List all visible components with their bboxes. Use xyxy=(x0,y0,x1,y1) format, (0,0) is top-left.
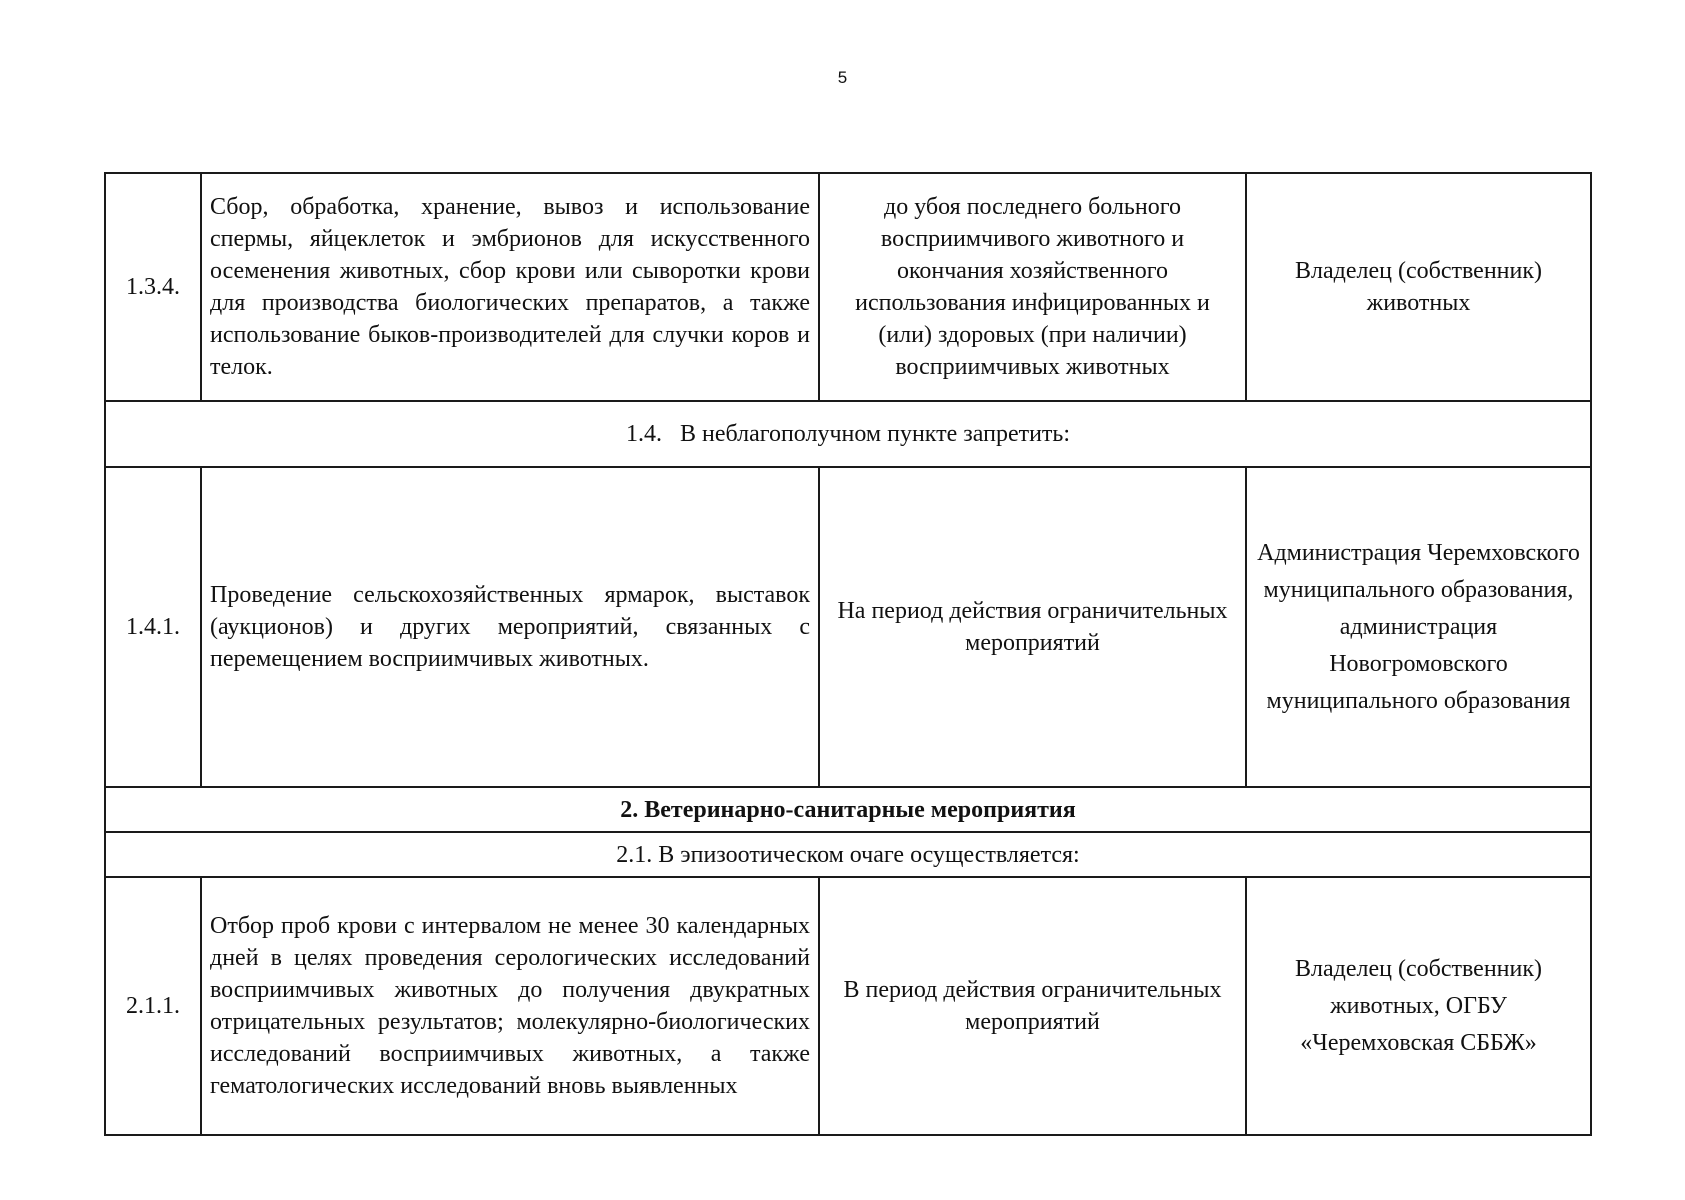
table-row-1-4-1 xyxy=(105,467,1591,787)
measure-responsible: Владелец (собственник) животных xyxy=(1246,173,1591,401)
subsection-row-2-1 xyxy=(105,832,1591,877)
row-number: 2.1.1. xyxy=(105,877,201,1135)
section-heading: 2. Ветеринарно-санитарные мероприятия xyxy=(105,787,1591,832)
measures-table xyxy=(104,172,1592,1136)
measure-responsible: Владелец (собственник) животных, ОГБУ «Черемховская СББЖ» xyxy=(1246,877,1591,1135)
page-number: 5 xyxy=(837,68,848,87)
table-row-1-3-4 xyxy=(105,173,1591,401)
subsection-heading: 2.1. В эпизоотическом очаге осуществляется: xyxy=(105,832,1591,877)
section-row-2 xyxy=(105,787,1591,832)
measure-period: до убоя последнего больного восприимчивого животного и окончания хозяйственного использования инфицированных и (или) здоровых (при наличии) восприимчивых животных xyxy=(819,173,1246,401)
subsection-heading: 1.4. В неблагополучном пункте запретить: xyxy=(105,401,1591,467)
row-number: 1.4.1. xyxy=(105,467,201,787)
row-number: 1.3.4. xyxy=(105,173,201,401)
subsection-row-1-4 xyxy=(105,401,1591,467)
measure-description: Сбор, обработка, хранение, вывоз и использование спермы, яйцеклеток и эмбрионов для искусственного осеменения животных, сбор крови или сыворотки крови для производства биологических препаратов, а также использование быков-производителей для случки коров и телок. xyxy=(201,173,819,401)
measure-description: Отбор проб крови с интервалом не менее 30 календарных дней в целях проведения серологических исследований восприимчивых животных до получения двукратных отрицательных результатов; молекулярно-биологических исследований восприимчивых животных, а также гематологических исследований вновь выявленных xyxy=(201,877,819,1135)
measure-period: В период действия ограничительных мероприятий xyxy=(819,877,1246,1135)
measure-description: Проведение сельскохозяйственных ярмарок, выставок (аукционов) и других мероприятий, связанных с перемещением восприимчивых животных. xyxy=(201,467,819,787)
table-row-2-1-1 xyxy=(105,877,1591,1135)
measure-period: На период действия ограничительных мероприятий xyxy=(819,467,1246,787)
measure-responsible: Администрация Черемховского муниципального образования, администрация Новогромовского муниципального образования xyxy=(1246,467,1591,787)
